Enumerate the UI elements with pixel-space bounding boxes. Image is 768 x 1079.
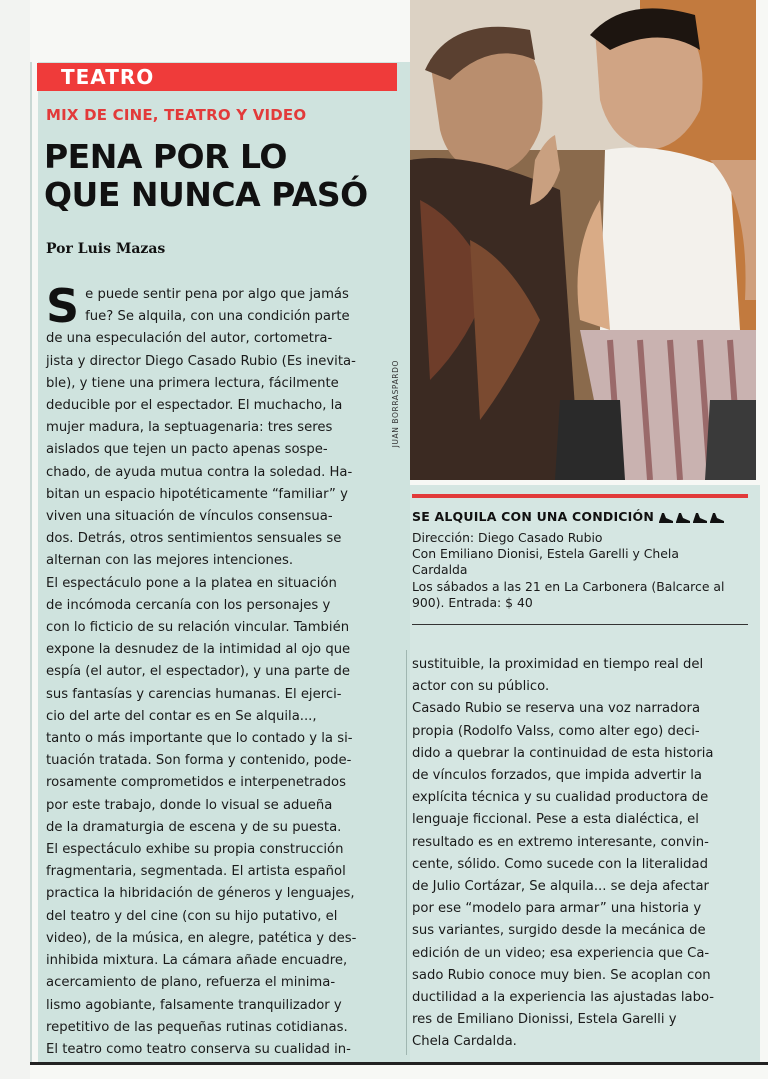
body-line: sus fantasías y carencias humanas. El ejerci- [46, 686, 342, 702]
body-line: edición de un video; esa experiencia que Ca- [412, 945, 710, 961]
body-line: deducible por el espectador. El muchacho, la [46, 398, 343, 414]
body-line: del teatro y del cine (con su hijo putativo, el [46, 908, 338, 924]
body-line: Chela Cardalda. [412, 1034, 517, 1050]
body-line: de vínculos forzados, que impida advertir la [412, 768, 702, 784]
body-line: de Julio Cortázar, Se alquila... se deja afectar [412, 879, 709, 895]
info-line: Los sábados a las 21 en La Carbonera (Balcarce al [412, 578, 725, 594]
body-line: espía (el autor, el espectador), y una parte de [46, 664, 351, 680]
info-rule [412, 494, 748, 498]
body-line: con lo ficticio de su relación vincular. También [46, 620, 350, 636]
body-line: por ese “modelo para armar” una historia y [412, 901, 702, 917]
body-line: jista y director Diego Casado Rubio (Es inevita- [46, 353, 356, 369]
kicker: MIX DE CINE, TEATRO Y VIDEO [46, 106, 307, 124]
info-title [412, 509, 726, 524]
body-line: practica la hibridación de géneros y lenguajes, [46, 886, 355, 902]
body-line: sus variantes, surgido desde la mecánica de [412, 923, 706, 939]
body-line: El teatro como teatro conserva su cualidad in- [46, 1041, 351, 1057]
info-line: Con Emiliano Dionisi, Estela Garelli y Chela [412, 546, 679, 562]
body-line: chado, de ayuda mutua contra la soledad. Ha- [46, 464, 353, 480]
body-line: lenguaje ficcional. Pese a esta dialéctica, el [412, 812, 699, 828]
info-line: Dirección: Diego Casado Rubio [412, 530, 603, 545]
play-title: SE ALQUILA CON UNA CONDICIÓN [412, 509, 655, 524]
body-line: sustituible, la proximidad en tiempo real del [412, 657, 704, 672]
body-line: de la dramaturgia de escena y de su puesta. [46, 819, 342, 835]
body-line: tuación tratada. Son forma y contenido, pode- [46, 753, 352, 769]
body-line: mujer madura, la septuagenaria: tres seres [46, 420, 333, 436]
body-line: bitan un espacio hipotéticamente “familiar” y [46, 486, 348, 502]
body-line: por este trabajo, donde lo visual se adueña [46, 797, 333, 813]
body-line: expone la desnudez de la intimidad al ojo que [46, 642, 351, 658]
body-line: repetitivo de las pequeñas rutinas cotidianas. [46, 1019, 348, 1035]
body-line: El espectáculo exhibe su propia construcción [46, 842, 344, 858]
body-line: ble), y tiene una primera lectura, fácilmente [46, 375, 339, 391]
body-line: explícita técnica y su cualidad productora de [412, 790, 709, 806]
photo-credit: JUAN BORRASPARDO [391, 360, 400, 448]
body-line: El espectáculo pone a la platea en situación [46, 575, 337, 591]
column-divider [406, 650, 407, 1055]
info-line: 900). Entrada: $ 40 [412, 594, 533, 610]
body-line: de una especulación del autor, cortometra- [46, 331, 333, 347]
section-tag: TEATRO [37, 63, 397, 91]
info-rule-bottom [412, 624, 748, 625]
drop-cap: S [46, 279, 80, 333]
body-line: aislados que tejen un pacto apenas sospe- [46, 442, 328, 458]
body-column-right [412, 654, 757, 1054]
body-line: rosamente comprometidos e interpenetrados [46, 775, 346, 791]
body-line: tanto o más importante que lo contado y la si- [46, 731, 353, 747]
byline: Por Luis Mazas [46, 241, 166, 257]
body-line: dido a quebrar la continuidad de esta historia [412, 745, 714, 761]
page-edge [30, 62, 32, 1062]
body-line: e puede sentir pena por algo que jamás [85, 287, 349, 302]
body-line: propia (Rodolfo Valss, como alter ego) deci- [412, 723, 700, 739]
body-line: fue? Se alquila, con una condición parte [85, 309, 350, 325]
body-line: fragmentaria, segmentada. El artista español [46, 864, 346, 880]
shoe-rating-icon [658, 510, 726, 524]
body-line: dos. Detrás, otros sentimientos sensuales se [46, 531, 342, 547]
body-column-left [46, 279, 406, 1061]
footer-rule [30, 1062, 768, 1065]
body-line: cente, sólido. Como sucede con la literalidad [412, 856, 708, 872]
photo [410, 0, 756, 480]
body-line: sado Rubio conoce muy bien. Se acoplan con [412, 967, 711, 983]
body-line: alternan con las mejores intenciones. [46, 553, 294, 569]
body-line: cio del arte del contar es en Se alquila..., [46, 708, 317, 724]
body-line: ductilidad a la experiencia las ajustadas labo- [412, 990, 715, 1006]
info-box [412, 530, 752, 611]
headline-line: QUE NUNCA PASÓ [44, 175, 368, 214]
body-line: de incómoda cercanía con los personajes y [46, 597, 331, 613]
body-line: lismo agobiante, falsamente tranquilizador y [46, 997, 342, 1013]
body-line: acercamiento de plano, refuerza el minima- [46, 975, 336, 991]
body-line: Casado Rubio se reserva una voz narradora [412, 701, 701, 717]
body-line: video), de la música, en alegre, patética y des- [46, 930, 357, 946]
stage-photo-illustration [410, 0, 756, 480]
body-line: resultado es en extremo interesante, convin- [412, 834, 709, 850]
headline [44, 138, 404, 214]
info-line: Cardalda [412, 562, 468, 578]
body-line: res de Emiliano Dionissi, Estela Garelli y [412, 1012, 677, 1028]
body-line: actor con su público. [412, 679, 550, 695]
body-line: viven una situación de vínculos consensua- [46, 509, 333, 525]
body-line: inhibida mixtura. La cámara añade encuadre, [46, 953, 348, 969]
headline-line: PENA POR LO [44, 137, 287, 176]
